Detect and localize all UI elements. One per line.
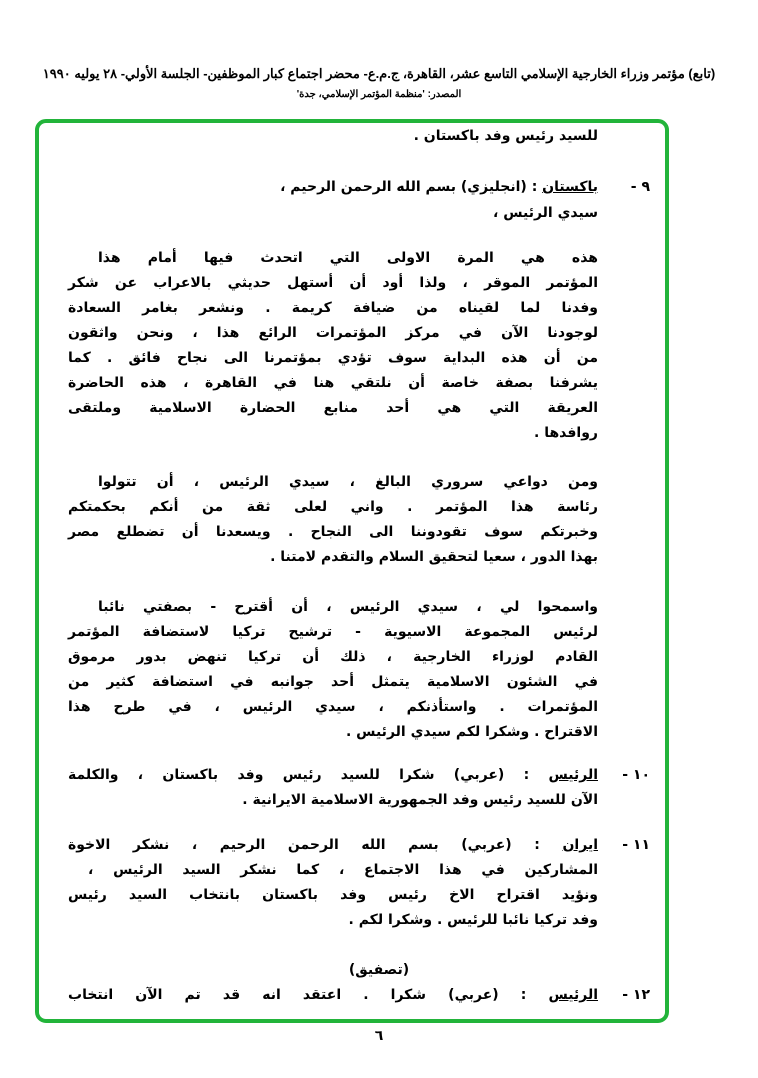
paragraph-line: المؤتمر الموقر ، ولذا أود أن أستهل حديثي بالاعراب عن شكر xyxy=(68,275,598,291)
continuation-line: للسيد رئيس وفد باكستان . xyxy=(413,128,598,144)
paragraph-line: ومن دواعي سروري البالغ ، سيدي الرئيس ، أن تتولوا xyxy=(98,474,598,490)
item-line xyxy=(68,835,598,855)
applause-note: (تصفيق) xyxy=(348,962,410,978)
paragraph-line: بهذا الدور ، سعيا لتحقيق السلام والتقدم لامتنا . xyxy=(270,549,598,565)
page-number: ٦ xyxy=(374,1028,384,1044)
paragraph-line: هذه هي المرة الاولى التي اتحدث فيها أمام هذا xyxy=(98,250,598,266)
item-line: الآن للسيد رئيس وفد الجمهورية الاسلامية الايرانية . xyxy=(242,792,598,808)
item-number: ١١ - xyxy=(622,837,650,853)
speaker-name: باكستان xyxy=(542,179,598,195)
item-line: وفد تركيا نائبا للرئيس . وشكرا لكم . xyxy=(348,912,598,928)
item-line: ونؤيد اقتراح الاخ رئيس وفد باكستان بانتخاب السيد رئيس xyxy=(68,887,598,903)
paragraph-line: لرئيس المجموعة الاسيوية - ترشيح تركيا لاستضافة المؤتمر xyxy=(68,624,598,640)
paragraph-line: وفدنا لما لقيناه من ضيافة كريمة . ونشعر بغامر السعادة xyxy=(68,300,598,316)
paragraph-line: واسمحوا لي ، سيدي الرئيس ، أن أقترح - بصفتي نائبا xyxy=(98,599,598,615)
paragraph-line: الاقتراح . وشكرا لكم سيدي الرئيس . xyxy=(345,724,598,740)
item-number: ١٠ - xyxy=(622,767,650,783)
item-text: ‏: (عربي) شكرا للسيد رئيس وفد باكستان ، والكلمة xyxy=(68,767,530,783)
speaker-name: الرئيس xyxy=(548,987,599,1003)
paragraph-line: يشرفنا بصفة خاصة أن نلتقي هنا في القاهرة ، هذه الحاضرة xyxy=(68,375,598,391)
item-line xyxy=(68,177,598,197)
item-line: سيدي الرئيس ، xyxy=(493,205,598,221)
item-text: ‏: (عربي) بسم الله الرحمن الرحيم ، نشكر الاخوة xyxy=(68,837,540,853)
paragraph-line: وخبرتكم سوف تقودوننا الى النجاح . ويسعدنا أن تضطلع مصر xyxy=(68,524,598,540)
item-line: المشاركين في هذا الاجتماع ، كما نشكر السيد الرئيس ، xyxy=(88,862,598,878)
item-line xyxy=(68,765,598,785)
item-text: ‏: (انجليزي) بسم الله الرحمن الرحيم ، xyxy=(280,179,538,195)
speaker-name: الرئيس xyxy=(548,767,598,783)
paragraph-line: رئاسة هذا المؤتمر . واني لعلى ثقة من أنكم بحكمتكم xyxy=(68,499,598,515)
paragraph-line: المؤتمرات . واستأذنكم ، سيدي الرئيس ، في طرح هذا xyxy=(68,699,598,715)
paragraph-line: القادم لوزراء الخارجية ، ذلك أن تركيا تنهض بدور مرموق xyxy=(68,649,598,665)
document-header-title: (تابع) مؤتمر وزراء الخارجية الإسلامي التاسع عشر، القاهرة، ج.م.ع- محضر اجتماع كبار الموظفين- الجلسة الأولي- ٢٨ يوليه ١٩٩٠ xyxy=(42,66,716,81)
paragraph-line: في الشئون الاسلامية يتمثل أحد جوانبه في استضافة كثير من xyxy=(68,674,598,690)
paragraph-line: لوجودنا الآن في مركز المؤتمرات الرائع هذا ، ونحن واثقون xyxy=(68,325,598,341)
document-source: المصدر: 'منظمة المؤتمر الإسلامي، جدة' xyxy=(296,89,462,100)
paragraph-line: من أن هذه البداية سوف تؤدي بمؤتمرنا الى نجاح فائق . كما xyxy=(68,350,598,366)
item-number: ١٢ - xyxy=(622,987,650,1003)
item-text: ‏: (عربي) شكرا . اعتقد انه قد تم الآن انتخاب xyxy=(68,987,527,1003)
paragraph-line: العريقة التي هي أحد منابع الحضارة الاسلامية وملتقى xyxy=(68,400,598,416)
item-number: ٩ - xyxy=(630,179,650,195)
paragraph-line: روافدها . xyxy=(534,425,598,441)
speaker-name: ايران xyxy=(562,837,598,853)
item-line xyxy=(68,985,598,1005)
